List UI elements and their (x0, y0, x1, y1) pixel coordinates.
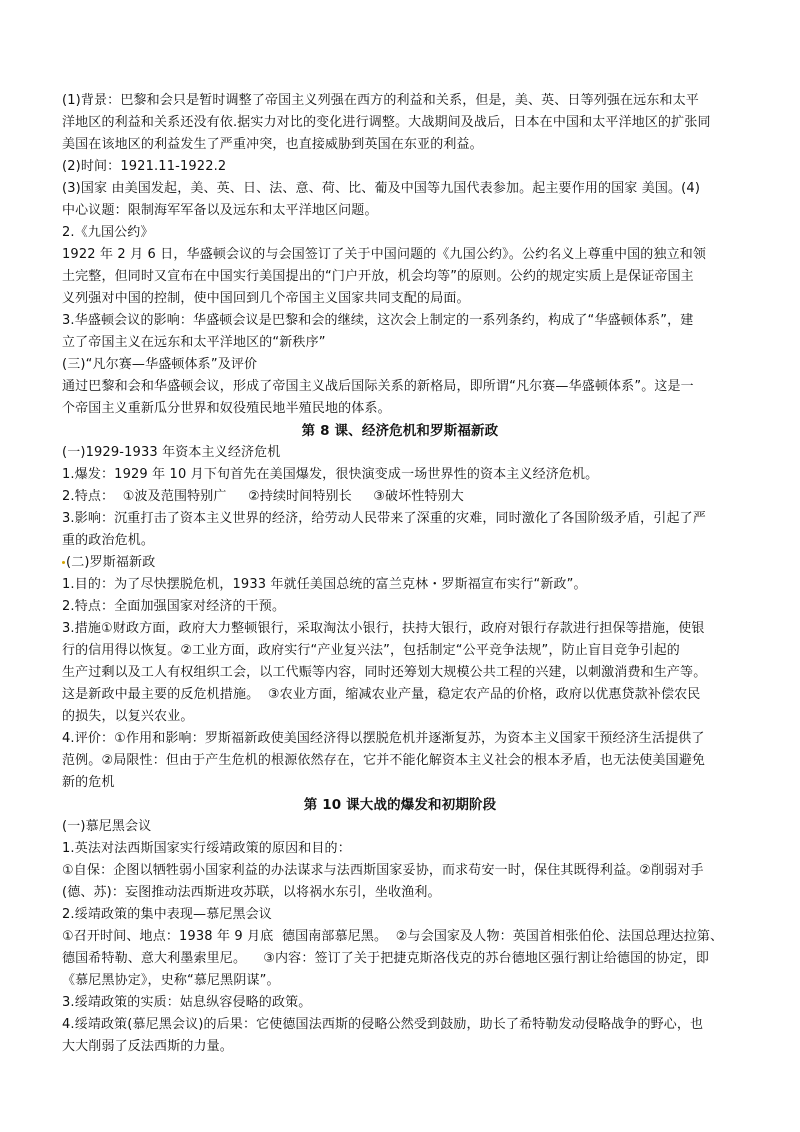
text-line: 1.目的：为了尽快摆脱危机，1933 年就任美国总统的富兰克林・罗斯福宣布实行“新政”。 (62, 577, 587, 592)
text-line: 德国希特勒、意大利墨索里尼。 ③内容：签订了关于把捷克斯洛伐克的苏台德地区强行割让给德国的协定，即 (62, 951, 709, 966)
text-line: 美国在该地区的利益发生了严重冲突，也直接威胁到英国在东亚的利益。 (62, 137, 483, 152)
text-line: 大大削弱了反法西斯的力量。 (62, 1039, 233, 1054)
text-line: 洋地区的利益和关系还没有依.据实力对比的变化进行调整。大战期间及战后，日本在中国和太平洋地区的扩张同 (62, 115, 711, 130)
text-line: 2.特点：全面加强国家对经济的干预。 (62, 599, 286, 614)
text-line: 3.影响：沉重打击了资本主义世界的经济，给劳动人民带来了深重的灾难，同时激化了各国阶级矛盾，引起了严 (62, 511, 706, 526)
text-line-with-marker (62, 552, 738, 574)
text-line: 范例。②局限性：但由于产生危机的根源依然存在，它并不能化解资本主义社会的根本矛盾，也无法使美国避免 (62, 753, 706, 768)
text-line: ①召开时间、地点：1938 年 9 月底 德国南部慕尼黑。 ②与会国家及人物：英国首相张伯伦、法国总理达拉第、 (62, 929, 724, 944)
text-line: 立了帝国主义在远东和太平洋地区的“新秩序” (62, 335, 326, 350)
text-line: 2.《九国公约》 (62, 225, 154, 240)
text-line: 这是新政中最主要的反危机措施。 ③农业方面，缩减农业产量，稳定农产品的价格，政府以优惠贷款补偿农民 (62, 687, 701, 702)
text-line: (1)背景：巴黎和会只是暂时调整了帝国主义列强在西方的利益和关系，但是，美、英、日等列强在远东和太平 (62, 93, 699, 108)
text-line: 4.评价：①作用和影响：罗斯福新政使美国经济得以摆脱危机并逐渐复苏，为资本主义国家干预经济生活提供了 (62, 731, 705, 746)
text-line: 2.绥靖政策的集中表现—慕尼黑会议 (62, 907, 272, 922)
text-line: (二)罗斯福新政 (66, 555, 156, 570)
text-line: (3)国家 由美国发起，美、英、日、法、意、荷、比、葡及中国等九国代表参加。起主要作用的国家 美国。(4) (62, 181, 701, 196)
text-line: 《慕尼黑协定》，史称“慕尼黑阴谋”。 (62, 973, 280, 988)
section-heading: 第 8 课、经济危机和罗斯福新政 (301, 423, 499, 439)
marker-dot (62, 561, 65, 564)
text-line: 行的信用得以恢复。②工业方面，政府实行“产业复兴法”，包括制定“公平竞争法规”，防止盲目竞争引起的 (62, 643, 680, 658)
text-line: 3.措施①财政方面，政府大力整顿银行，采取淘汰小银行，扶持大银行，政府对银行存款进行担保等措施，使银 (62, 621, 705, 636)
text-line: 义列强对中国的控制，使中国回到几个帝国主义国家共同支配的局面。 (62, 291, 470, 306)
text-line: 通过巴黎和会和华盛顿会议，形成了帝国主义战后国际关系的新格局，即所谓“凡尔赛—华盛顿体系”。这是一 (62, 379, 694, 394)
text-line: 4.绥靖政策(慕尼黑会议)的后果：它使德国法西斯的侵略公然受到鼓励，助长了希特勒发动侵略战争的野心，也 (62, 1017, 704, 1032)
text-line: 土完整，但同时又宣布在中国实行美国提出的“门户开放，机会均等”的原则。公约的规定实质上是保证帝国主 (62, 269, 694, 284)
text-line: ①自保：企图以牺牲弱小国家利益的办法谋求与法西斯国家妥协，而求苟安一时，保住其既得利益。②削弱对手 (62, 863, 704, 878)
text-line: 新的危机 (62, 775, 115, 790)
text-line: 生产过剩以及工人有权组织工会，以工代赈等内容，同时还筹划大规模公共工程的兴建，以刺激消费和生产等。 (62, 665, 707, 680)
text-line: 中心议题：限制海军军备以及远东和太平洋地区问题。 (62, 203, 378, 218)
text-line: 2.特点： ①波及范围特别广 ②持续时间特别长 ③破坏性特别大 (62, 489, 464, 504)
text-line: (一)1929-1933 年资本主义经济危机 (62, 445, 281, 460)
text-line: 1.英法对法西斯国家实行绥靖政策的原因和目的： (62, 841, 351, 856)
text-line: 1.爆发：1929 年 10 月下旬首先在美国爆发，很快演变成一场世界性的资本主义经济危机。 (62, 467, 599, 482)
document-page (62, 90, 738, 1058)
text-line: 3.绥靖政策的实质：姑息纵容侵略的政策。 (62, 995, 312, 1010)
text-line: 的损失，以复兴农业。 (62, 709, 194, 724)
text-line: 3.华盛顿会议的影响：华盛顿会议是巴黎和会的继续，这次会上制定的一系列条约，构成了“华盛顿体系”，建 (62, 313, 694, 328)
section-heading: 第 10 课大战的爆发和初期阶段 (303, 797, 497, 813)
text-line: (三)“凡尔赛—华盛顿体系”及评价 (62, 357, 258, 372)
text-line: 个帝国主义重新瓜分世界和奴役殖民地半殖民地的体系。 (62, 401, 391, 416)
text-line: (一)慕尼黑会议 (62, 819, 152, 834)
text-line: (2)时间：1921.11-1922.2 (62, 159, 227, 174)
text-line: 1922 年 2 月 6 日，华盛顿会议的与会国签订了关于中国问题的《九国公约》。公约名义上尊重中国的独立和领 (62, 247, 707, 262)
text-line: 重的政治危机。 (62, 533, 155, 548)
text-line: (德、苏)：妄图推动法西斯进攻苏联，以将祸水东引，坐收渔利。 (62, 885, 441, 900)
